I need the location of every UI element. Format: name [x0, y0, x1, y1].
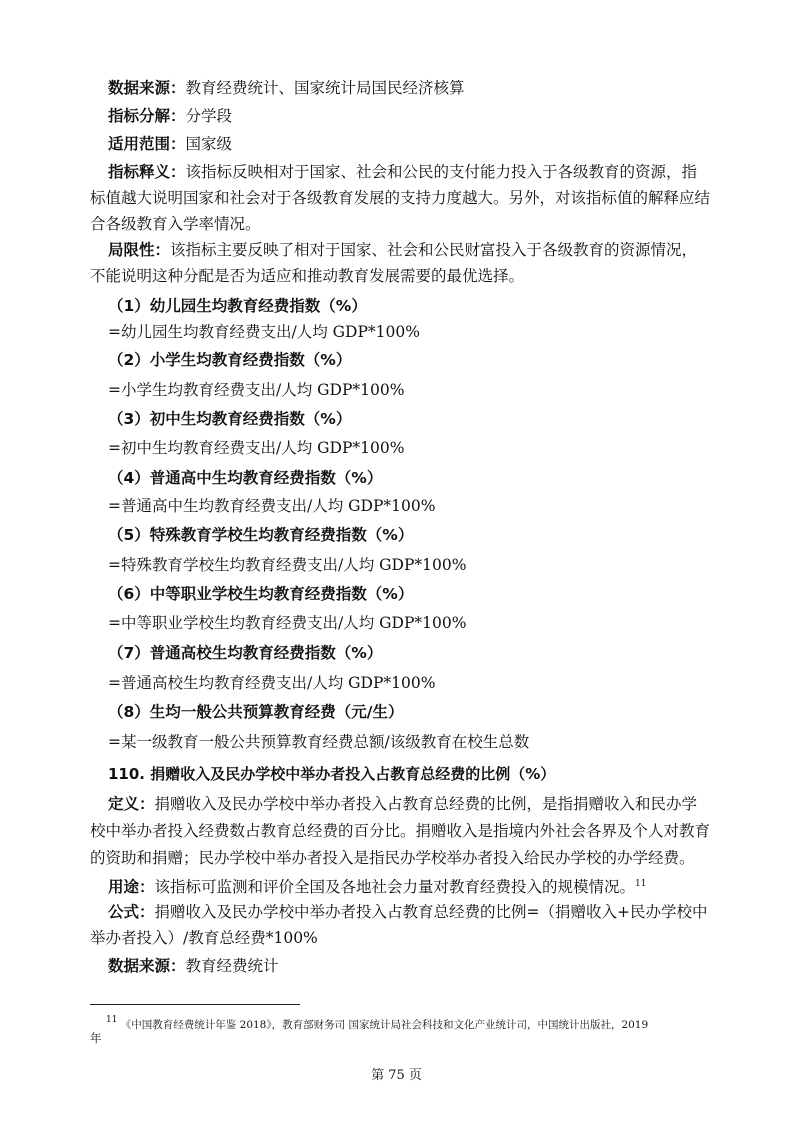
sub-indicator-title-6: （6）中等职业学校生均教育经费指数（%）	[108, 585, 414, 603]
explain-line-1	[108, 162, 697, 182]
definition-line-3: 的资助和捐赠；民办学校中举办者投入是指民办学校举办者投入给民办学校的办学经费。	[90, 849, 695, 867]
use-text: 该指标可监测和评价全国及各地社会力量对教育经费投入的规模情况。	[154, 878, 636, 896]
sub-indicator-title-2: （2）小学生均教育经费指数（%）	[108, 351, 352, 369]
explain-label: 指标释义：	[108, 163, 186, 181]
section-source-line	[108, 956, 279, 976]
sub-indicator-title-7: （7）普通高校生均教育经费指数（%）	[108, 644, 383, 662]
formula-line-2: 举办者投入）/教育总经费*100%	[90, 929, 318, 947]
explain-line-2: 标值越大说明国家和社会对于各级教育发展的支持力度越大。另外，对该指标值的解释应结	[90, 189, 711, 207]
breakdown-label: 指标分解：	[108, 107, 186, 125]
section-heading: 110. 捐赠收入及民办学校中举办者投入占教育总经费的比例（%）	[108, 765, 556, 783]
definition-label: 定义：	[108, 795, 155, 813]
breakdown-line	[108, 106, 232, 126]
footnote-line-2: 年	[90, 1031, 102, 1045]
definition-line-1	[108, 794, 697, 814]
sub-indicator-formula-6: =中等职业学校生均教育经费支出/人均 GDP*100%	[108, 614, 467, 632]
use-line	[108, 874, 646, 897]
formula-line-1	[108, 902, 708, 922]
data-source-line	[108, 78, 465, 98]
sub-indicator-title-5: （5）特殊教育学校生均教育经费指数（%）	[108, 526, 414, 544]
limit-line-1	[108, 240, 697, 260]
breakdown-value: 分学段	[185, 107, 233, 125]
sub-indicator-formula-2: =小学生均教育经费支出/人均 GDP*100%	[108, 381, 405, 399]
limit-text-1: 该指标主要反映了相对于国家、社会和公民财富投入于各级教育的资源情况，	[170, 241, 698, 259]
data-source-value: 教育经费统计、国家统计局国民经济核算	[185, 79, 465, 97]
sub-indicator-title-4: （4）普通高中生均教育经费指数（%）	[108, 469, 383, 487]
data-source-label: 数据来源：	[108, 79, 186, 97]
section-source-label: 数据来源：	[108, 957, 186, 975]
formula-text-1: 捐赠收入及民办学校中举办者投入占教育总经费的比例=（捐赠收入+民办学校中	[154, 903, 708, 921]
scope-label: 适用范围：	[108, 135, 186, 153]
sub-indicator-formula-8: =某一级教育一般公共预算教育经费总额/该级教育在校生总数	[108, 733, 530, 751]
footnote-line-1	[106, 1012, 648, 1033]
sub-indicator-formula-3: =初中生均教育经费支出/人均 GDP*100%	[108, 439, 405, 457]
footnote-divider	[90, 1004, 300, 1005]
definition-text-1: 捐赠收入及民办学校中举办者投入占教育总经费的比例，是指捐赠收入和民办学	[154, 795, 698, 813]
explain-line-3: 合各级教育入学率情况。	[90, 215, 261, 233]
footnote-ref[interactable]: 11	[635, 879, 647, 889]
sub-indicator-formula-4: =普通高中生均教育经费支出/人均 GDP*100%	[108, 497, 436, 515]
scope-value: 国家级	[185, 135, 233, 153]
sub-indicator-formula-5: =特殊教育学校生均教育经费支出/人均 GDP*100%	[108, 556, 467, 574]
sub-indicator-formula-7: =普通高校生均教育经费支出/人均 GDP*100%	[108, 674, 436, 692]
sub-indicator-title-8: （8）生均一般公共预算教育经费（元/生）	[108, 703, 404, 721]
footnote-text-1: 《中国教育经费统计年鉴 2018》，教育部财务司 国家统计局社会科技和文化产业统计司，中国统计出版社，2019	[120, 1019, 649, 1031]
sub-indicator-title-1: （1）幼儿园生均教育经费指数（%）	[108, 297, 367, 315]
footnote-number: 11	[106, 1015, 118, 1025]
limit-label: 局限性：	[108, 241, 171, 259]
section-source-value: 教育经费统计	[185, 957, 279, 975]
sub-indicator-title-3: （3）初中生均教育经费指数（%）	[108, 410, 352, 428]
limit-line-2: 不能说明这种分配是否为适应和推动教育发展需要的最优选择。	[90, 267, 525, 285]
page-number: 第 75 页	[371, 1068, 422, 1083]
sub-indicator-formula-1: =幼儿园生均教育经费支出/人均 GDP*100%	[108, 323, 420, 341]
explain-text-1: 该指标反映相对于国家、社会和公民的支付能力投入于各级教育的资源，指	[185, 163, 698, 181]
definition-line-2: 校中举办者投入经费数占教育总经费的百分比。捐赠收入是指境内外社会各界及个人对教育	[90, 822, 711, 840]
formula-label: 公式：	[108, 903, 155, 921]
use-label: 用途：	[108, 878, 155, 896]
scope-line	[108, 134, 232, 154]
